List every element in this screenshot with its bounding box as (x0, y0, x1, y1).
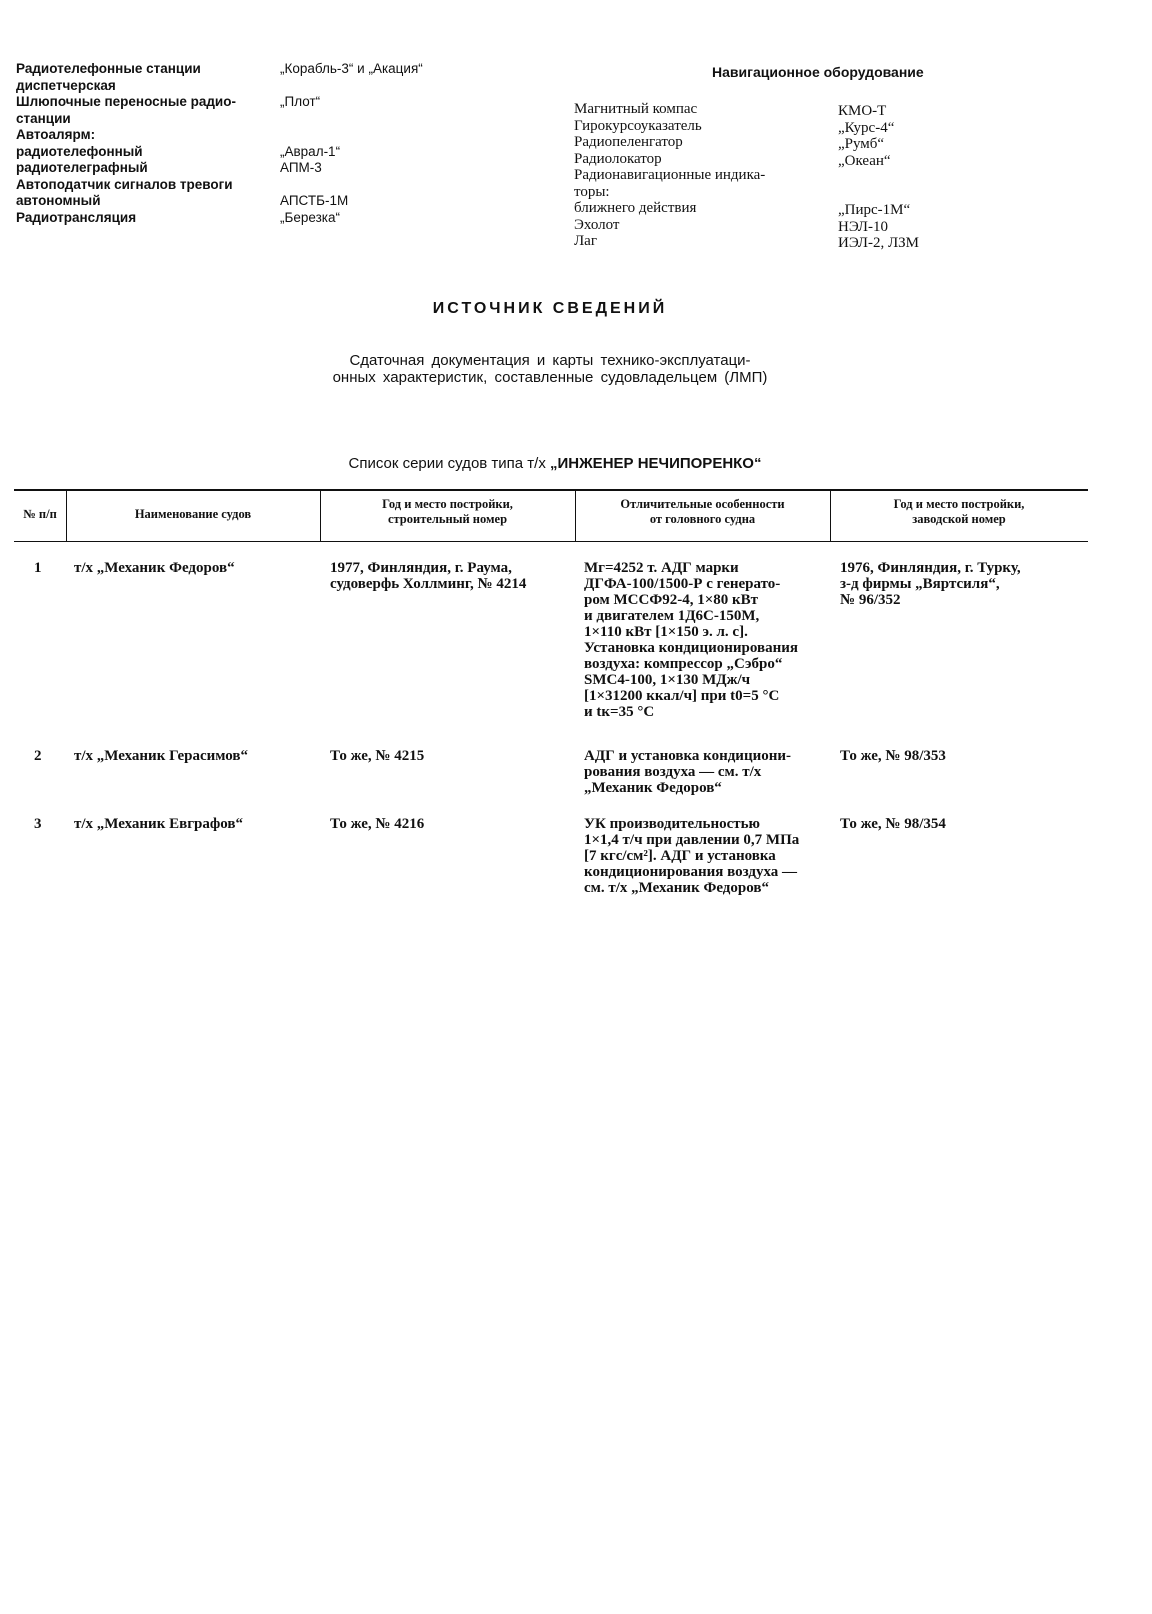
row-number: 1 (34, 560, 42, 576)
col-header-number: № п/п (23, 507, 57, 521)
ship-built: То же, № 4216 (330, 816, 425, 832)
navigation-title: Навигационное оборудование (712, 64, 924, 80)
row-number: 2 (34, 748, 42, 764)
ship-features: АДГ и установка кондициони- рования воздуха — см. т/х „Механик Федоров“ (584, 748, 792, 796)
table-top-rule (14, 489, 1088, 491)
col-header-factory: Год и место постройки, заводской номер (893, 497, 1025, 526)
row-number: 3 (34, 816, 42, 832)
radio-equipment-values: „Корабль-3“ и „Акация“ „Плот“ „Аврал-1“ АПМ-3 АПСТБ-1М „Березка“ (280, 61, 423, 225)
ship-factory: То же, № 98/354 (840, 816, 946, 832)
navigation-labels: Магнитный компас Гирокурсоуказатель Радиопеленгатор Радиолокатор Радионавигационные индика- торы: ближнего действия Эхолот Лаг (574, 101, 766, 249)
ship-name: т/х „Механик Герасимов“ (74, 748, 249, 764)
radio-equipment-labels: Радиотелефонные станции диспетчерская Шлюпочные переносные радио- станции Автоалярм: радиотелефонный радиотелеграфный Автоподатчик сигналов тревоги автономный Радиотрансляция (16, 61, 236, 225)
series-caption-prefix: Список серии судов типа т/х (348, 455, 551, 472)
col-header-name: Наименование судов (134, 507, 252, 521)
ship-name: т/х „Механик Федоров“ (74, 560, 235, 576)
series-caption-name: „ИНЖЕНЕР НЕЧИПОРЕНКО“ (550, 455, 762, 472)
table-header-rule (14, 541, 1088, 542)
ship-features: Mг=4252 т. АДГ марки ДГФА-100/1500-Р с генерато- ром МССФ92-4, 1×80 кВт и двигателем 1Д6С-150М, 1×110 кВт [1×150 э. л. с]. Установка кондиционирования воздуха: компрессор „Сэбро“ SMC4-100, 1×130 МДж/ч [1×31200 ккал/ч] при t0=5 °С и tк=35 °С (584, 560, 798, 720)
navigation-values: КМО-Т „Курс-4“ „Румб“ „Океан“ „Пирс-1М“ НЭЛ-10 ИЭЛ-2, ЛЗМ (838, 103, 919, 251)
ship-factory: То же, № 98/353 (840, 748, 946, 764)
col-header-features: Отличительные особенности от головного судна (620, 497, 785, 526)
ship-built: То же, № 4215 (330, 748, 425, 764)
ship-factory: 1976, Финляндия, г. Турку, з-д фирмы „Вяртсиля“, № 96/352 (840, 560, 1021, 608)
sources-text: Сдаточная документация и карты технико-эксплуатаци- онных характеристик, составленные судовладельцем (ЛМП) (332, 352, 768, 386)
series-caption (0, 455, 1110, 472)
ship-features: УК производительностью 1×1,4 т/ч при давлении 0,7 МПа [7 кгс/см²]. АДГ и установка кондиционирования воздуха — см. т/х „Механик Федоров“ (584, 816, 800, 896)
ship-name: т/х „Механик Евграфов“ (74, 816, 243, 832)
col-header-built: Год и место постройки, строительный номер (382, 497, 513, 526)
ship-built: 1977, Финляндия, г. Раума, судоверфь Холлминг, № 4214 (330, 560, 527, 592)
sources-heading: ИСТОЧНИК СВЕДЕНИЙ (432, 300, 668, 317)
